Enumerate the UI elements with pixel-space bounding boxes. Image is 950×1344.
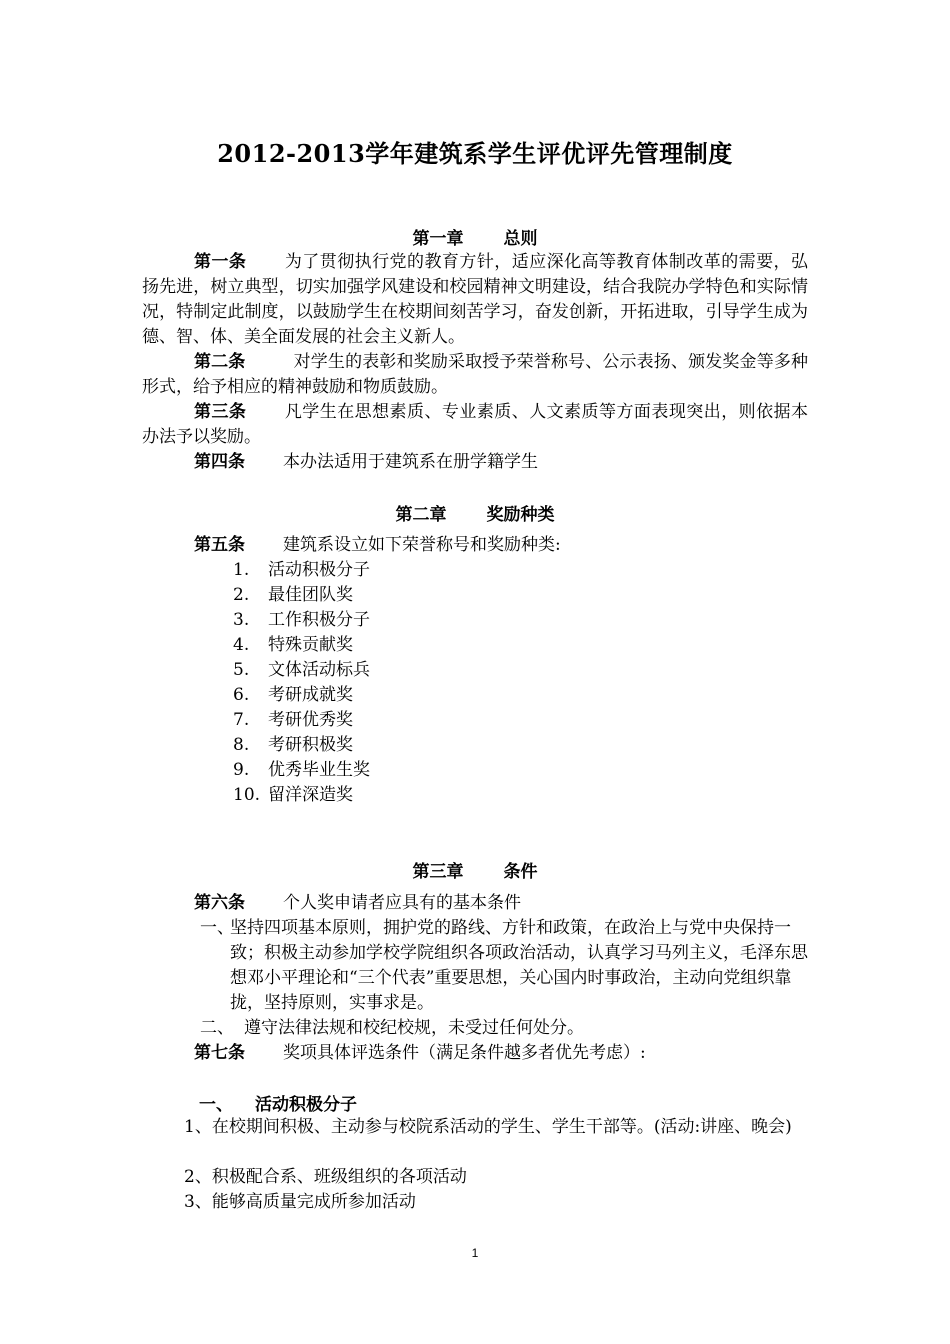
award-number: 3. bbox=[233, 610, 250, 630]
award-name: 优秀毕业生奖 bbox=[268, 760, 370, 780]
award-name: 留洋深造奖 bbox=[268, 785, 353, 805]
award-name: 活动积极分子 bbox=[268, 560, 370, 580]
article-label: 第三条 bbox=[194, 402, 247, 422]
article-1 bbox=[142, 250, 808, 350]
article-label: 第七条 bbox=[194, 1043, 245, 1063]
section-title: 活动积极分子 bbox=[255, 1095, 357, 1115]
article-text: 建筑系设立如下荣誉称号和奖励种类: bbox=[283, 535, 561, 555]
chapter-3-heading bbox=[0, 857, 950, 882]
award-number: 8. bbox=[233, 735, 250, 755]
award-name: 特殊贡献奖 bbox=[268, 635, 353, 655]
award-number: 10. bbox=[233, 785, 261, 805]
award-item bbox=[233, 633, 353, 658]
award-item bbox=[233, 708, 353, 733]
award-name: 考研成就奖 bbox=[268, 685, 353, 705]
article-4 bbox=[142, 450, 808, 475]
article-label: 第二条 bbox=[194, 352, 246, 372]
award-item bbox=[233, 583, 353, 608]
condition-mark: 二、 bbox=[200, 1018, 234, 1038]
article-text: 个人奖申请者应具有的基本条件 bbox=[283, 893, 521, 913]
award-number: 7. bbox=[233, 710, 250, 730]
condition-text: 遵守法律法规和校纪校规，未受过任何处分。 bbox=[244, 1018, 584, 1038]
article-7 bbox=[142, 1041, 808, 1066]
article-text: 奖项具体评选条件（满足条件越多者优先考虑）: bbox=[283, 1043, 646, 1063]
chapter-name: 奖励种类 bbox=[486, 505, 555, 525]
section-item: 1、在校期间积极、主动参与校院系活动的学生、学生干部等。(活动:讲座、晚会) bbox=[184, 1117, 792, 1137]
award-name: 最佳团队奖 bbox=[268, 585, 353, 605]
page-number: 1 bbox=[471, 1246, 479, 1260]
article-2 bbox=[142, 350, 808, 400]
chapter-number: 第一章 bbox=[412, 229, 464, 249]
award-number: 9. bbox=[233, 760, 250, 780]
document-title: 2012-2013学年建筑系学生评优评先管理制度 bbox=[217, 139, 733, 168]
article-3 bbox=[142, 400, 808, 450]
award-number: 5. bbox=[233, 660, 250, 680]
section-heading bbox=[199, 1090, 357, 1115]
section-item: 3、能够高质量完成所参加活动 bbox=[184, 1192, 416, 1212]
chapter-number: 第二章 bbox=[395, 505, 447, 525]
award-item bbox=[233, 658, 370, 683]
article-label: 第一条 bbox=[194, 252, 247, 272]
article-label: 第五条 bbox=[194, 535, 245, 555]
chapter-1-heading bbox=[0, 224, 950, 249]
article-text: 凡学生在思想素质、专业素质、人文素质等方面表现突出，则依据本办法予以奖励。 bbox=[142, 402, 809, 447]
award-item bbox=[233, 783, 353, 808]
article-text: 对学生的表彰和奖励采取授予荣誉称号、公示表扬、颁发奖金等多种形式，给予相应的精神鼓励和物质鼓励。 bbox=[142, 352, 809, 397]
award-name: 考研积极奖 bbox=[268, 735, 353, 755]
award-item bbox=[233, 608, 370, 633]
award-item bbox=[233, 683, 353, 708]
award-name: 工作积极分子 bbox=[268, 610, 370, 630]
condition-mark: 一、 bbox=[200, 918, 234, 938]
article-text: 本办法适用于建筑系在册学籍学生 bbox=[283, 452, 538, 472]
article-label: 第六条 bbox=[194, 893, 245, 913]
chapter-2-heading bbox=[0, 500, 950, 525]
award-number: 2. bbox=[233, 585, 250, 605]
article-6 bbox=[142, 891, 808, 916]
award-name: 文体活动标兵 bbox=[268, 660, 370, 680]
chapter-name: 条件 bbox=[503, 862, 538, 882]
condition-item bbox=[200, 1016, 808, 1041]
article-text: 为了贯彻执行党的教育方针，适应深化高等教育体制改革的需要，弘扬先进，树立典型，切实加强学风建设和校园精神文明建设，结合我院办学特色和实际情况，特制定此制度，以鼓励学生在校期间刻苦学习，奋发创新，开拓进取，引导学生成为德、智、体、美全面发展的社会主义新人。 bbox=[142, 252, 809, 347]
award-name: 考研优秀奖 bbox=[268, 710, 353, 730]
section-item: 2、积极配合系、班级组织的各项活动 bbox=[184, 1167, 467, 1187]
condition-item bbox=[200, 916, 808, 1016]
section-mark: 一、 bbox=[199, 1095, 233, 1115]
award-number: 1. bbox=[233, 560, 250, 580]
award-number: 4. bbox=[233, 635, 250, 655]
award-number: 6. bbox=[233, 685, 250, 705]
award-item bbox=[233, 758, 370, 783]
chapter-number: 第三章 bbox=[412, 862, 464, 882]
award-item bbox=[233, 733, 353, 758]
article-5 bbox=[142, 533, 808, 558]
award-item bbox=[233, 558, 370, 583]
article-label: 第四条 bbox=[194, 452, 245, 472]
condition-text: 坚持四项基本原则，拥护党的路线、方针和政策，在政治上与党中央保持一致；积极主动参加学校学院组织各项政治活动，认真学习马列主义，毛泽东思想邓小平理论和“三个代表”重要思想，关心国内时事政治，主动向党组织靠拢，坚持原则，实事求是。 bbox=[230, 918, 808, 1013]
chapter-name: 总则 bbox=[503, 229, 538, 249]
